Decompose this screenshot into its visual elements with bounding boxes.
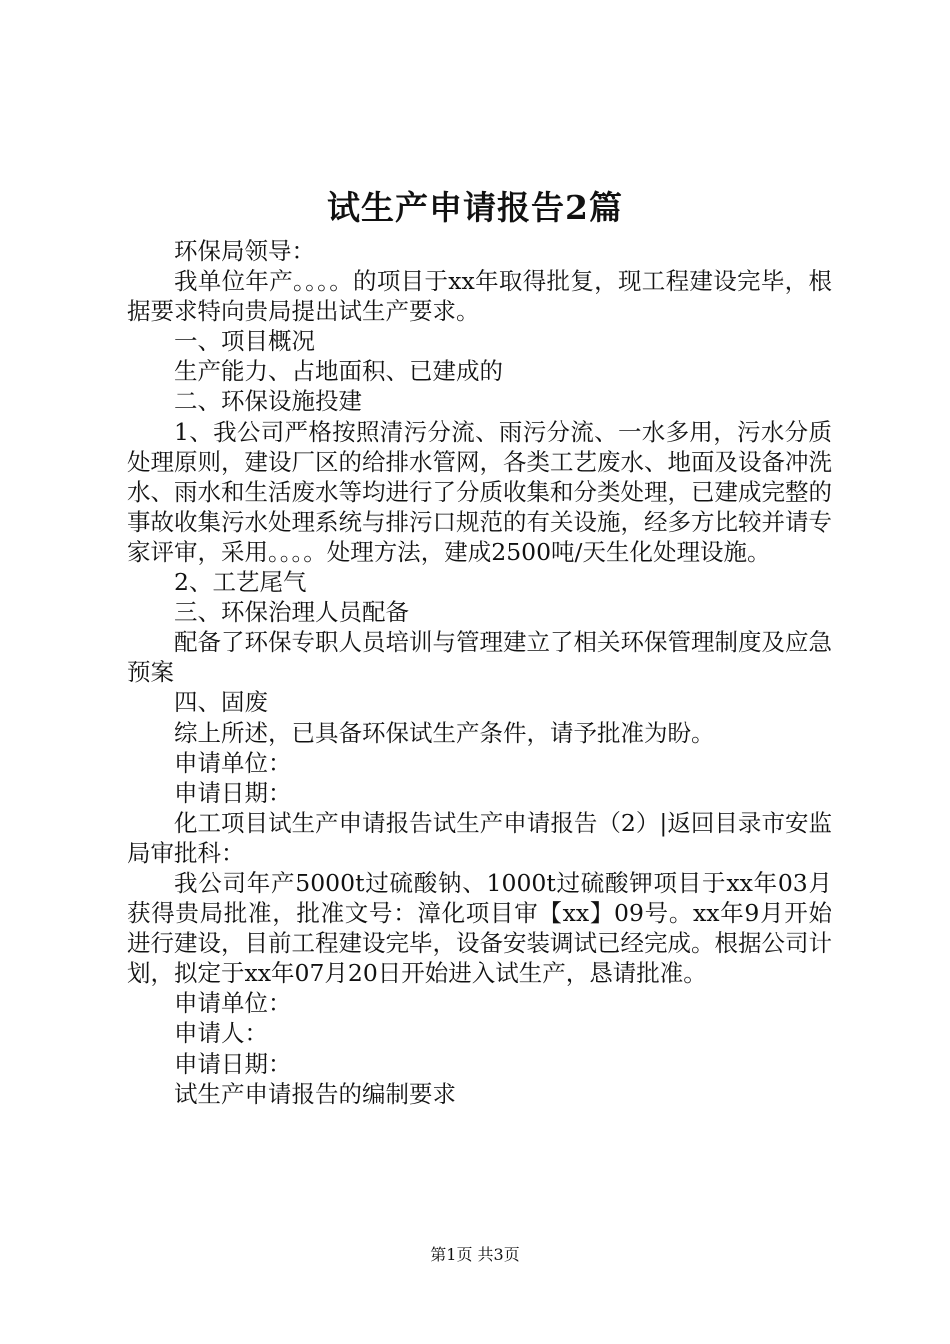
second-report-heading: 化工项目试生产申请报告试生产申请报告（2）|返回目录市安监局审批科： (127, 808, 832, 867)
paragraph: 综上所述，已具备环保试生产条件，请予批准为盼。 (174, 718, 715, 747)
page-number-footer: 第1页 共3页 (430, 1245, 520, 1264)
document-body (127, 236, 832, 1109)
section-heading: 试生产申请报告的编制要求 (174, 1079, 456, 1108)
paragraph: 我公司年产5000t过硫酸钠、1000t过硫酸钾项目于xx年03月获得贵局批准，批准文号：漳化项目审【xx】09号。xx年9月开始进行建设，目前工程建设完毕，设备安装调试已经完成。根据公司计划，拟定于xx年07月20日开始进入试生产，恳请批准。 (127, 868, 832, 988)
application-date-line: 申请日期： (174, 778, 292, 807)
application-date-line: 申请日期： (174, 1049, 292, 1078)
paragraph: 生产能力、占地面积、已建成的 (174, 357, 503, 386)
applicant-unit-line: 申请单位： (174, 748, 292, 777)
paragraph: 2、工艺尾气 (174, 568, 307, 597)
applicant-line: 申请人： (174, 1019, 268, 1048)
paragraph: 1、我公司严格按照清污分流、雨污分流、一水多用，污水分质处理原则，建设厂区的给排水管网，各类工艺废水、地面及设备冲洗水、雨水和生活废水等均进行了分质收集和分类处理，已建成完整的事故收集污水处理系统与排污口规范的有关设施，经多方比较并请专家评审，采用。。。。处理方法，建成2500吨/天生化处理设施。 (127, 417, 832, 566)
document-title: 试生产申请报告2篇 (327, 188, 623, 227)
applicant-unit-line: 申请单位： (174, 989, 292, 1018)
paragraph: 配备了环保专职人员培训与管理建立了相关环保管理制度及应急预案 (127, 628, 832, 687)
intro-paragraph: 我单位年产。。。。的项目于xx年取得批复，现工程建设完毕，根据要求特向贵局提出试生产要求。 (127, 267, 832, 326)
section-heading: 四、固废 (174, 688, 268, 717)
section-heading: 一、项目概况 (174, 327, 315, 356)
salutation: 环保局领导： (174, 237, 315, 265)
section-heading: 二、环保设施投建 (174, 387, 362, 416)
section-heading: 三、环保治理人员配备 (174, 598, 409, 627)
